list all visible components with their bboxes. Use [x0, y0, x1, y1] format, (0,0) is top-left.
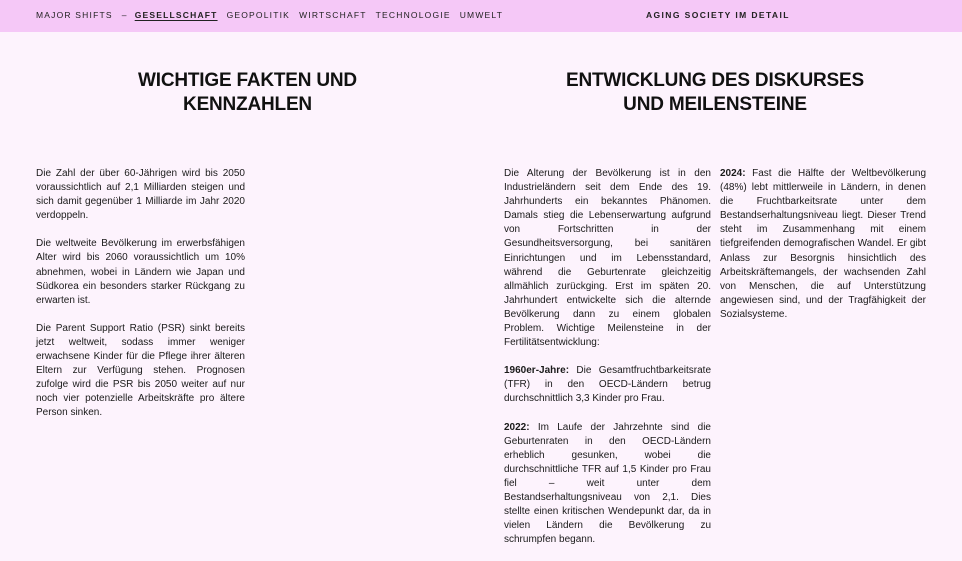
milestone-text: Fast die Hälfte der Weltbevölkerung (48%) lebt mittlerweile in Ländern, in denen die Fruchtbarkeitsrate unter dem Bestandserhaltungsniveau liegt. Dieser Trend steht im Zusammenhang mit einem tiefgreifenden demografischen Wandel. Er gibt Anlass zur Besorgnis hinsichtlich des Arbeitskräftemangels, der wachsenden Zahl von Menschen, die auf Unterstützung angewiesen sind, und der Tragfähigkeit der Sozialsysteme.: [720, 168, 926, 320]
milestone-label: 2022:: [504, 421, 530, 433]
nav-separator: –: [121, 10, 128, 20]
fact-paragraph: Die Parent Support Ratio (PSR) sinkt bereits jetzt weltweit, sodass immer weniger erwachsene Kinder für die Pflege ihrer älteren Eltern zur Verfügung stehen. Prognosen zufolge wird die PSR bis 2050 weiter auf nur noch vier potenzielle Arbeitskräfte pro ältere Person sinken.: [36, 322, 245, 419]
fact-paragraph: Die Zahl der über 60-Jährigen wird bis 2050 voraussichtlich auf 2,1 Milliarden steigen und sich damit gegenüber 1 Milliarde im Jahr 2020 verdoppeln.: [36, 168, 245, 222]
nav-item-umwelt[interactable]: UMWELT: [459, 10, 504, 20]
nav-item-technologie[interactable]: TECHNOLOGIE: [375, 10, 451, 20]
milestone-text: Im Laufe der Jahrzehnte sind die Geburtenraten in den OECD-Ländern erheblich gesunken, wobei die durchschnittliche TFR auf 1,5 Kinder pro Frau fiel – weit unter dem Bestandserhaltungsniveau von 2,1. Dies stellte einen kritischen Wendepunkt dar, da in vielen Ländern die Bevölkerung zu schrumpfen begann.: [504, 421, 711, 546]
nav-item-gesellschaft[interactable]: GESELLSCHAFT: [134, 10, 218, 20]
facts-column: [36, 167, 245, 435]
discourse-column-2: [720, 167, 926, 336]
facts-heading-line-1: WICHTIGE FAKTEN UND: [138, 70, 357, 91]
milestone-text: Die Gesamtfruchtbarkeitsrate (TFR) in den OECD-Ländern betrug durchschnittlich 3,3 Kinder pro Frau.: [504, 365, 711, 405]
milestone-label: 2024:: [720, 168, 746, 179]
discourse-intro: Die Alterung der Bevölkerung ist in den Industrieländern seit dem Ende des 19. Jahrhunderts ein bekanntes Phänomen. Damals stieg die Lebenserwartung aufgrund von Fortschritten in der Gesundheitsversorgung, bei sanitären Einrichtungen und im Lebensstandard, während die Geburtenrate gleichzeitig allmählich zurückging. Erst im späten 20. Jahrhundert entwickelte sich die alternde Bevölkerung dann zu einem globalen Problem. Wichtige Meilensteine in der Fertilitätsentwicklung:: [504, 168, 711, 349]
discourse-heading: [525, 69, 905, 117]
main-nav: [36, 10, 512, 20]
facts-heading: [60, 69, 435, 117]
milestone-2022: [504, 421, 711, 548]
milestone-2024: [720, 167, 926, 322]
nav-item-wirtschaft[interactable]: WIRTSCHAFT: [299, 10, 367, 20]
discourse-heading-line-1: ENTWICKLUNG DES DISKURSES: [566, 70, 864, 91]
discourse-column-1: [504, 167, 711, 561]
detail-title: AGING SOCIETY IM DETAIL: [646, 10, 790, 20]
nav-item-major-shifts[interactable]: MAJOR SHIFTS: [36, 10, 113, 20]
nav-item-geopolitik[interactable]: GEOPOLITIK: [226, 10, 291, 20]
top-bar: [0, 0, 962, 32]
facts-heading-line-2: KENNZAHLEN: [183, 94, 312, 115]
milestone-label: 1960er-Jahre:: [504, 365, 570, 377]
fact-paragraph: Die weltweite Bevölkerung im erwerbsfähigen Alter wird bis 2060 voraussichtlich um 10% abnehmen, wobei in Ländern wie Japan und Südkorea ein besonders starker Rückgang zu erwarten ist.: [36, 238, 245, 306]
discourse-heading-line-2: UND MEILENSTEINE: [623, 94, 807, 115]
milestone-1960s: [504, 364, 711, 406]
